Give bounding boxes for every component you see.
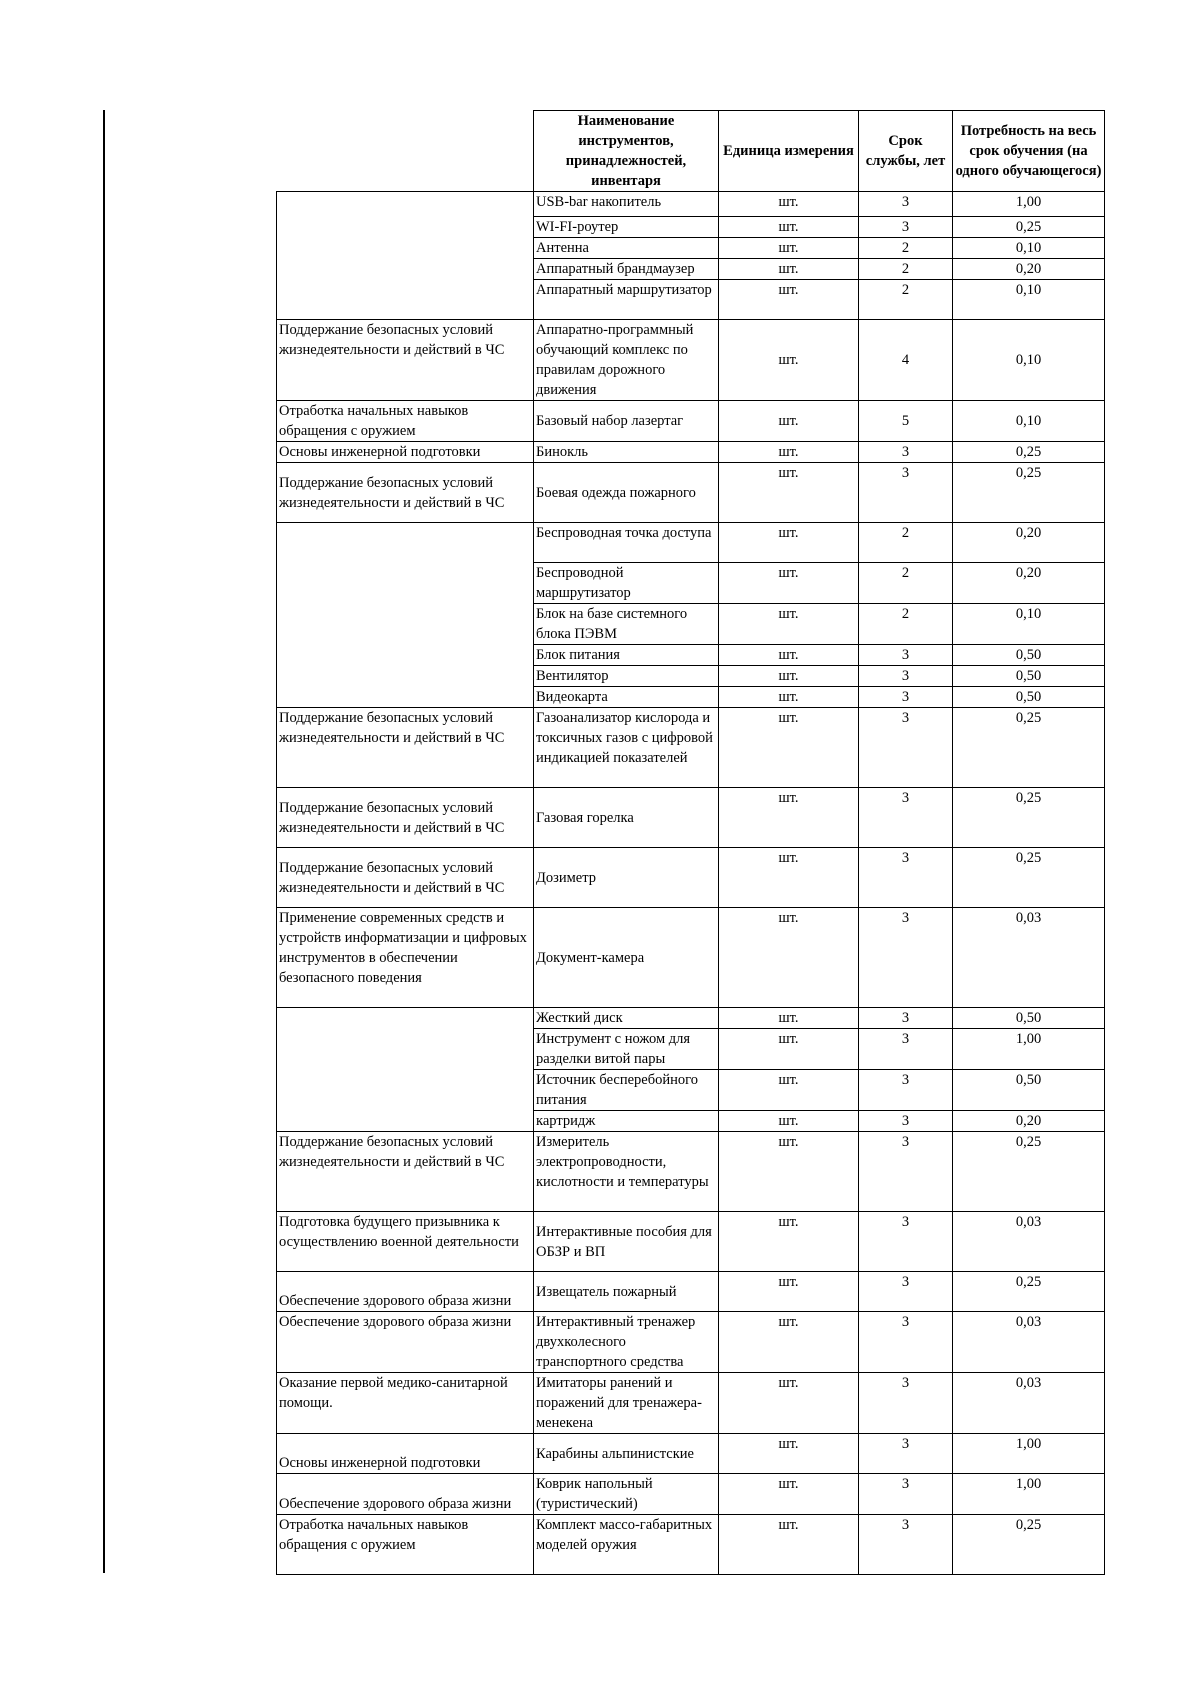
row-life: 3 [859,908,953,1008]
row-name: Вентилятор [534,666,719,687]
row-unit: шт. [719,442,859,463]
row-name: Блок на базе системного блока ПЭВМ [534,604,719,645]
row-name: Комплект массо-габаритных моделей оружия [534,1515,719,1575]
row-life: 2 [859,259,953,280]
table-header-row [277,111,1105,192]
row-name: Беспроводной маршрутизатор [534,563,719,604]
row-area: Поддержание безопасных условий жизнедеятельности и действий в ЧС [277,320,534,401]
header-unit: Единица измерения [719,111,859,192]
row-life: 3 [859,645,953,666]
row-area: Основы инженерной подготовки [277,442,534,463]
row-name: Интерактивный тренажер двухколесного транспортного средства [534,1312,719,1373]
row-life: 3 [859,1212,953,1272]
row-need: 0,03 [953,1373,1105,1434]
table-row [277,442,1105,463]
table-row [277,192,1105,217]
row-area: Оказание первой медико-санитарной помощи. [277,1373,534,1434]
row-unit: шт. [719,463,859,523]
row-need: 0,10 [953,280,1105,320]
row-need: 0,03 [953,1212,1105,1272]
row-area: Отработка начальных навыков обращения с оружием [277,401,534,442]
row-need: 1,00 [953,1474,1105,1515]
table-row [277,908,1105,1008]
row-area: Отработка начальных навыков обращения с оружием [277,1515,534,1575]
row-unit: шт. [719,563,859,604]
row-need: 0,50 [953,1008,1105,1029]
row-name: Аппаратно-программный обучающий комплекс по правилам дорожного движения [534,320,719,401]
row-unit: шт. [719,848,859,908]
row-unit: шт. [719,1008,859,1029]
row-unit: шт. [719,1132,859,1212]
row-life: 5 [859,401,953,442]
row-unit: шт. [719,1029,859,1070]
table-row [277,788,1105,848]
row-name: Дозиметр [534,848,719,908]
row-life: 3 [859,1029,953,1070]
row-life: 2 [859,238,953,259]
row-life: 3 [859,1474,953,1515]
row-name: WI-FI-роутер [534,217,719,238]
row-unit: шт. [719,238,859,259]
row-unit: шт. [719,604,859,645]
row-unit: шт. [719,1373,859,1434]
row-life: 3 [859,708,953,788]
row-name: Газоанализатор кислорода и токсичных газов с цифровой индикацией показателей [534,708,719,788]
row-life: 3 [859,687,953,708]
row-life: 3 [859,788,953,848]
row-unit: шт. [719,280,859,320]
row-area: Поддержание безопасных условий жизнедеятельности и действий в ЧС [277,848,534,908]
row-life: 3 [859,1434,953,1474]
row-life: 3 [859,463,953,523]
row-name: Беспроводная точка доступа [534,523,719,563]
row-need: 0,10 [953,604,1105,645]
row-life: 2 [859,280,953,320]
row-need: 0,50 [953,666,1105,687]
row-need: 0,50 [953,687,1105,708]
row-life: 3 [859,1515,953,1575]
row-area: Поддержание безопасных условий жизнедеятельности и действий в ЧС [277,708,534,788]
row-area: Обеспечение здорового образа жизни [277,1272,534,1312]
row-name: Боевая одежда пожарного [534,463,719,523]
table-row [277,1212,1105,1272]
row-need: 0,10 [953,320,1105,401]
row-area: Обеспечение здорового образа жизни [277,1474,534,1515]
table-row [277,1515,1105,1575]
row-unit: шт. [719,1212,859,1272]
row-need: 0,03 [953,908,1105,1008]
row-life: 3 [859,442,953,463]
row-name: Газовая горелка [534,788,719,848]
row-life: 3 [859,1132,953,1212]
row-life: 2 [859,604,953,645]
row-life: 3 [859,1312,953,1373]
row-name: Документ-камера [534,908,719,1008]
row-unit: шт. [719,1070,859,1111]
header-life: Срок службы, лет [859,111,953,192]
row-unit: шт. [719,401,859,442]
row-need: 0,10 [953,238,1105,259]
row-unit: шт. [719,320,859,401]
row-need: 0,20 [953,523,1105,563]
row-need: 0,50 [953,645,1105,666]
table-row [277,1373,1105,1434]
header-name: Наименование инструментов, принадлежностей, инвентаря [534,111,719,192]
header-blank-cell [277,111,534,192]
row-name: Аппаратный маршрутизатор [534,280,719,320]
row-name: Жесткий диск [534,1008,719,1029]
row-life: 3 [859,848,953,908]
row-life: 3 [859,217,953,238]
table-row [277,463,1105,523]
row-need: 0,25 [953,848,1105,908]
row-name: Базовый набор лазертаг [534,401,719,442]
row-name: Карабины альпинистские [534,1434,719,1474]
row-unit: шт. [719,1434,859,1474]
row-name: Блок питания [534,645,719,666]
row-area: Поддержание безопасных условий жизнедеятельности и действий в ЧС [277,788,534,848]
table-row [277,1312,1105,1373]
table-row [277,523,1105,563]
row-area: Применение современных средств и устройств информатизации и цифровых инструментов в обеспечении безопасного поведения [277,908,534,1008]
equipment-table [276,110,1105,1575]
row-unit: шт. [719,687,859,708]
row-unit: шт. [719,708,859,788]
row-unit: шт. [719,217,859,238]
row-name: Инструмент с ножом для разделки витой пары [534,1029,719,1070]
table-row [277,848,1105,908]
row-area: Основы инженерной подготовки [277,1434,534,1474]
row-name: Антенна [534,238,719,259]
row-unit: шт. [719,908,859,1008]
row-need: 1,00 [953,192,1105,217]
row-need: 1,00 [953,1434,1105,1474]
row-need: 0,25 [953,1515,1105,1575]
row-name: USB-bar накопитель [534,192,719,217]
row-name: Коврик напольный (туристический) [534,1474,719,1515]
table-row [277,401,1105,442]
row-area [277,523,534,708]
row-need: 0,20 [953,563,1105,604]
row-need: 0,25 [953,1272,1105,1312]
row-unit: шт. [719,523,859,563]
table-row [277,1434,1105,1474]
row-life: 3 [859,666,953,687]
row-area: Поддержание безопасных условий жизнедеятельности и действий в ЧС [277,463,534,523]
row-need: 0,25 [953,463,1105,523]
row-need: 0,03 [953,1312,1105,1373]
row-unit: шт. [719,1312,859,1373]
row-life: 3 [859,192,953,217]
row-name: Источник бесперебойного питания [534,1070,719,1111]
row-need: 0,25 [953,1132,1105,1212]
row-area [277,192,534,320]
row-life: 3 [859,1070,953,1111]
row-life: 3 [859,1272,953,1312]
row-unit: шт. [719,1111,859,1132]
table-row [277,1272,1105,1312]
table-row [277,1474,1105,1515]
row-unit: шт. [719,788,859,848]
row-unit: шт. [719,259,859,280]
row-life: 2 [859,523,953,563]
row-name: Интерактивные пособия для ОБЗР и ВП [534,1212,719,1272]
row-unit: шт. [719,666,859,687]
row-unit: шт. [719,1474,859,1515]
row-life: 3 [859,1373,953,1434]
row-need: 0,25 [953,788,1105,848]
row-need: 0,25 [953,442,1105,463]
row-need: 0,25 [953,217,1105,238]
row-name: Бинокль [534,442,719,463]
row-area: Поддержание безопасных условий жизнедеятельности и действий в ЧС [277,1132,534,1212]
table-row [277,320,1105,401]
row-need: 0,10 [953,401,1105,442]
row-need: 0,20 [953,259,1105,280]
table-row [277,1008,1105,1029]
row-name: Измеритель электропроводности, кислотности и температуры [534,1132,719,1212]
row-name: Видеокарта [534,687,719,708]
row-name: Имитаторы ранений и поражений для тренажера-менекена [534,1373,719,1434]
row-life: 2 [859,563,953,604]
row-unit: шт. [719,645,859,666]
row-need: 0,25 [953,708,1105,788]
table-row [277,1132,1105,1212]
row-name: Аппаратный брандмаузер [534,259,719,280]
row-area: Обеспечение здорового образа жизни [277,1312,534,1373]
row-unit: шт. [719,1515,859,1575]
row-area [277,1008,534,1132]
row-need: 0,50 [953,1070,1105,1111]
row-unit: шт. [719,1272,859,1312]
row-need: 1,00 [953,1029,1105,1070]
header-need: Потребность на весь срок обучения (на одного обучающегося) [953,111,1105,192]
page-margin-line [103,110,105,1573]
row-need: 0,20 [953,1111,1105,1132]
row-life: 3 [859,1008,953,1029]
table-row [277,708,1105,788]
row-unit: шт. [719,192,859,217]
row-name: картридж [534,1111,719,1132]
row-area: Подготовка будущего призывника к осуществлению военной деятельности [277,1212,534,1272]
row-life: 3 [859,1111,953,1132]
row-life: 4 [859,320,953,401]
row-name: Извещатель пожарный [534,1272,719,1312]
